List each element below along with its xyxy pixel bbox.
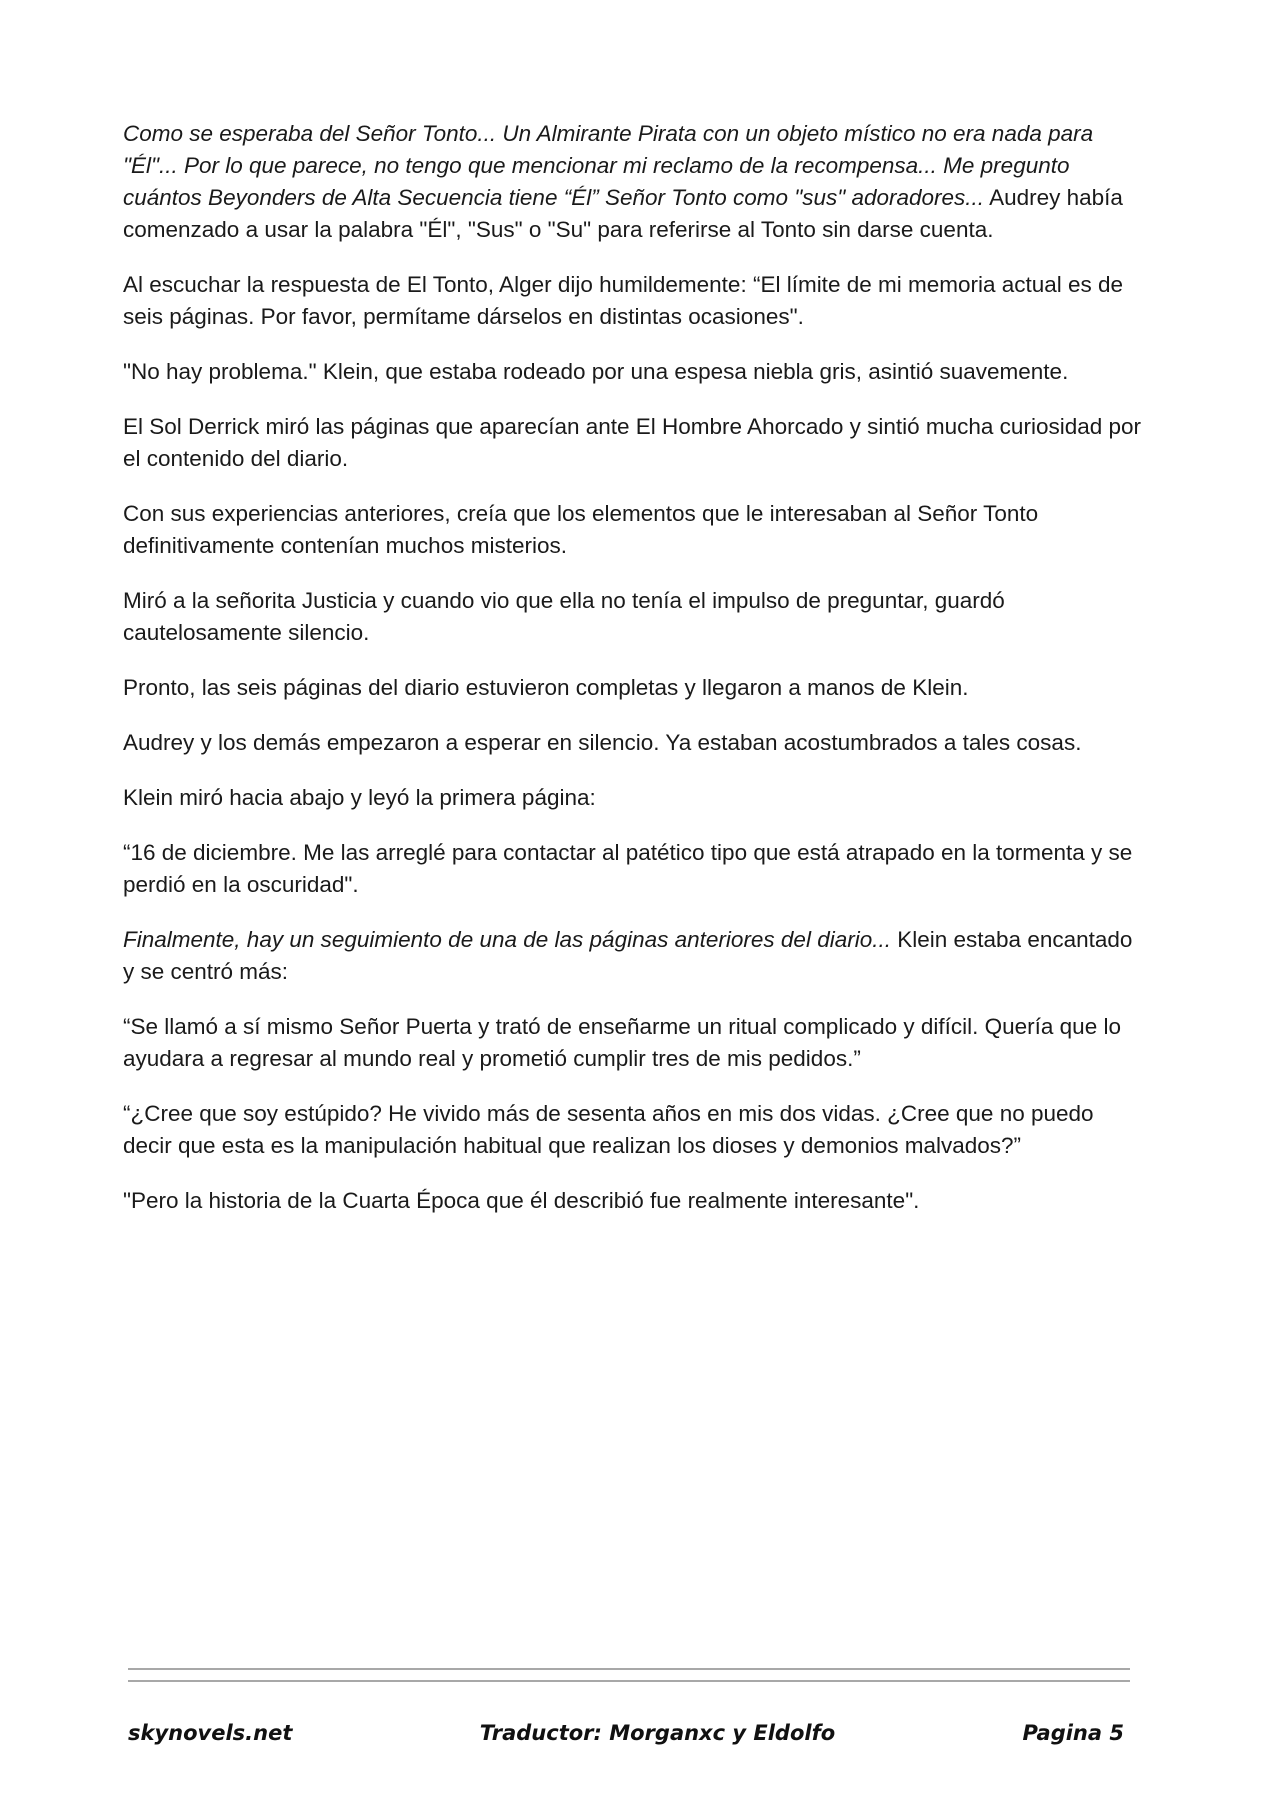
footer-translator: Traductor: Morganxc y Eldolfo — [479, 1721, 836, 1745]
paragraph-9: Klein miró hacia abajo y leyó la primera página: — [123, 785, 596, 810]
paragraph-4: El Sol Derrick miró las páginas que aparecían ante El Hombre Ahorcado y sintió mucha curiosidad por el contenido del diario. — [123, 414, 1142, 471]
footer-rule-bottom — [128, 1680, 1130, 1682]
paragraph-8: Audrey y los demás empezaron a esperar en silencio. Ya estaban acostumbrados a tales cosas. — [123, 730, 1082, 755]
footer-divider — [128, 1668, 1130, 1682]
paragraph-11-italic: Finalmente, hay un seguimiento de una de las páginas anteriores del diario... — [123, 927, 891, 952]
paragraph-14: "Pero la historia de la Cuarta Época que él describió fue realmente interesante". — [123, 1188, 920, 1213]
paragraph-1-italic: Como se esperaba del Señor Tonto... Un Almirante Pirata con un objeto místico no era nada para "Él"... Por lo que parece, no tengo que mencionar mi reclamo de la recompensa... Me pregunto cuántos Beyonders de Alta Secuencia tiene “Él” Señor Tonto como "sus" adoradores... — [123, 121, 1094, 210]
paragraph-1-text: Audrey había comenzado a usar la palabra "Él", "Sus" o "Su" para referirse al Tonto sin darse cuenta. — [123, 185, 1123, 242]
paragraph-11 — [123, 924, 1143, 988]
paragraph-2: Al escuchar la respuesta de El Tonto, Alger dijo humildemente: “El límite de mi memoria actual es de seis páginas. Por favor, permítame dárselos en distintas ocasiones". — [123, 272, 1124, 329]
paragraph-5: Con sus experiencias anteriores, creía que los elementos que le interesaban al Señor Tonto definitivamente contenían muchos misterios. — [123, 501, 1039, 558]
paragraph-10: “16 de diciembre. Me las arreglé para contactar al patético tipo que está atrapado en la tormenta y se perdió en la oscuridad". — [123, 840, 1133, 897]
paragraph-6: Miró a la señorita Justicia y cuando vio que ella no tenía el impulso de preguntar, guardó cautelosamente silencio. — [123, 588, 1005, 645]
footer-rule-top — [128, 1668, 1130, 1670]
page-footer — [128, 1713, 1124, 1753]
paragraph-7: Pronto, las seis páginas del diario estuvieron completas y llegaron a manos de Klein. — [123, 675, 969, 700]
footer-page-number: Pagina 5 — [1022, 1721, 1124, 1745]
footer-site: skynovels.net — [128, 1721, 293, 1745]
paragraph-11-text: Klein estaba encantado y se centró más: — [123, 927, 1133, 984]
document-body — [123, 118, 1143, 1240]
paragraph-1 — [123, 118, 1143, 246]
paragraph-12: “Se llamó a sí mismo Señor Puerta y trató de enseñarme un ritual complicado y difícil. Quería que lo ayudara a regresar al mundo real y prometió cumplir tres de mis pedidos.” — [123, 1014, 1121, 1071]
paragraph-3: "No hay problema." Klein, que estaba rodeado por una espesa niebla gris, asintió suavemente. — [123, 359, 1069, 384]
paragraph-13: “¿Cree que soy estúpido? He vivido más de sesenta años en mis dos vidas. ¿Cree que no puedo decir que esta es la manipulación habitual que realizan los dioses y demonios malvados?” — [123, 1101, 1094, 1158]
